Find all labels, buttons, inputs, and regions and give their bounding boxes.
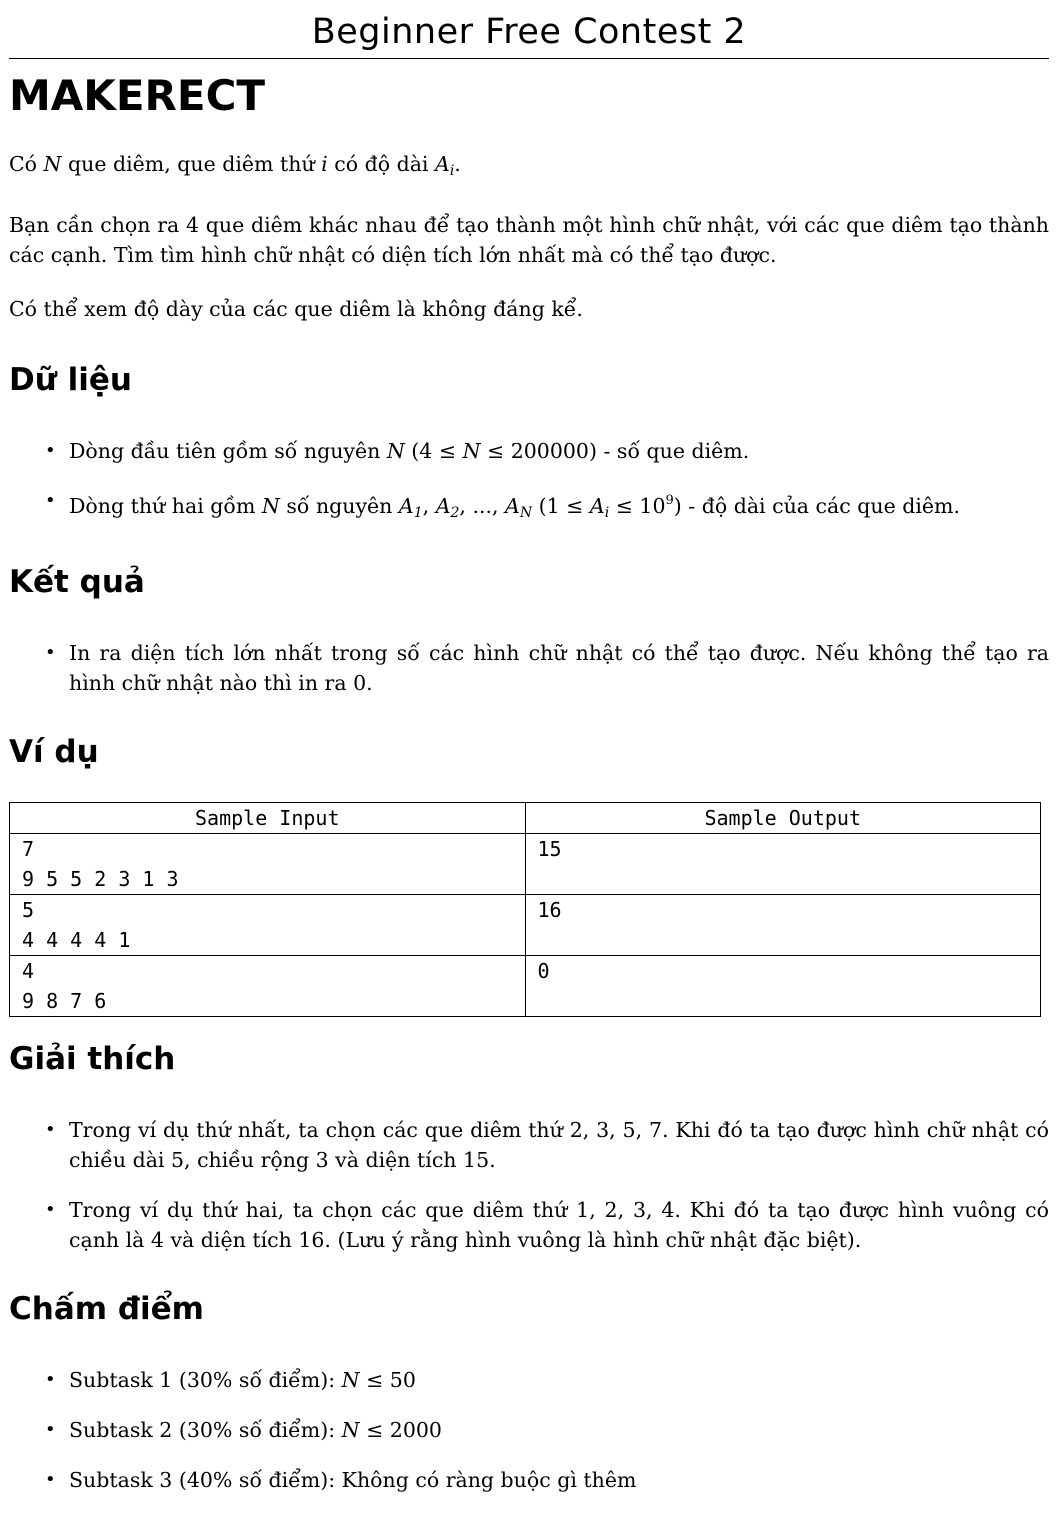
- problem-statement: [9, 149, 1049, 324]
- examples-section-title: Ví dụ: [9, 734, 99, 770]
- subtask-item: • Subtask 3 (40% số điểm): Không có ràng buộc gì thêm: [9, 1465, 1049, 1495]
- output-spec-list: [9, 638, 1049, 698]
- sample-output-cell: 16: [525, 895, 1041, 956]
- subtask-item: • Subtask 2 (30% số điểm): N ≤ 2000: [9, 1415, 1049, 1445]
- sample-output-cell: 15: [525, 834, 1041, 895]
- bullet-icon: •: [45, 440, 56, 461]
- explanation-section-title: Giải thích: [9, 1041, 176, 1077]
- input-spec-list: [9, 436, 1049, 528]
- bullet-icon: •: [45, 1469, 56, 1490]
- input-section-title: Dữ liệu: [9, 362, 132, 398]
- explanation-list: [9, 1115, 1049, 1255]
- bullet-icon: •: [45, 1369, 56, 1390]
- sample-table: [9, 802, 1041, 1017]
- sample-input-header: Sample Input: [10, 803, 526, 834]
- bullet-icon: •: [45, 490, 56, 511]
- list-item: • Trong ví dụ thứ hai, ta chọn các que diêm thứ 1, 2, 3, 4. Khi đó ta tạo được hình vuông có cạnh là 4 và diện tích 16. (Lưu ý rằng hình vuông là hình chữ nhật đặc biệt).: [9, 1195, 1049, 1255]
- statement-paragraph-1: Có N que diêm, que diêm thứ i có độ dài $A_i$.: [9, 152, 461, 179]
- output-section-title: Kết quả: [9, 564, 145, 600]
- table-header-row: [10, 803, 1041, 834]
- statement-paragraph-3: Có thể xem độ dày của các que diêm là không đáng kể.: [9, 297, 583, 321]
- sample-input-cell: 4 9 8 7 6: [10, 956, 526, 1017]
- list-item: • In ra diện tích lớn nhất trong số các hình chữ nhật có thể tạo được. Nếu không thể tạo ra hình chữ nhật nào thì in ra 0.: [9, 638, 1049, 698]
- list-item: • Dòng thứ hai gồm N số nguyên $A_1$, $A_2$, ..., $A_N$ $(1 \le A_i \le 10^9)$ - độ dài của các que diêm.: [9, 486, 1049, 528]
- table-row: [10, 895, 1041, 956]
- subtask-item: • Subtask 1 (30% số điểm): N ≤ 50: [9, 1365, 1049, 1395]
- problem-page: [9, 0, 1049, 1495]
- bullet-icon: •: [45, 1119, 56, 1140]
- bullet-icon: •: [45, 1419, 56, 1440]
- bullet-icon: •: [45, 1199, 56, 1220]
- sample-input-cell: 7 9 5 5 2 3 1 3: [10, 834, 526, 895]
- scoring-section-title: Chấm điểm: [9, 1291, 204, 1327]
- sample-output-cell: 0: [525, 956, 1041, 1017]
- problem-title: MAKERECT: [9, 71, 266, 120]
- list-item: • Dòng đầu tiên gồm số nguyên N (4 ≤ N ≤ 200000) - số que diêm.: [9, 436, 1049, 466]
- table-row: [10, 956, 1041, 1017]
- sample-output-header: Sample Output: [525, 803, 1041, 834]
- bullet-icon: •: [45, 642, 56, 663]
- statement-paragraph-2: Bạn cần chọn ra 4 que diêm khác nhau để tạo thành một hình chữ nhật, với các que diêm tạo thành các cạnh. Tìm tìm hình chữ nhật có diện tích lớn nhất mà có thể tạo được.: [9, 213, 1049, 267]
- contest-header: Beginner Free Contest 2: [9, 0, 1049, 59]
- table-row: [10, 834, 1041, 895]
- subtask-list: [9, 1365, 1049, 1495]
- list-item: • Trong ví dụ thứ nhất, ta chọn các que diêm thứ 2, 3, 5, 7. Khi đó ta tạo được hình chữ nhật có chiều dài 5, chiều rộng 3 và diện tích 15.: [9, 1115, 1049, 1175]
- sample-input-cell: 5 4 4 4 4 1: [10, 895, 526, 956]
